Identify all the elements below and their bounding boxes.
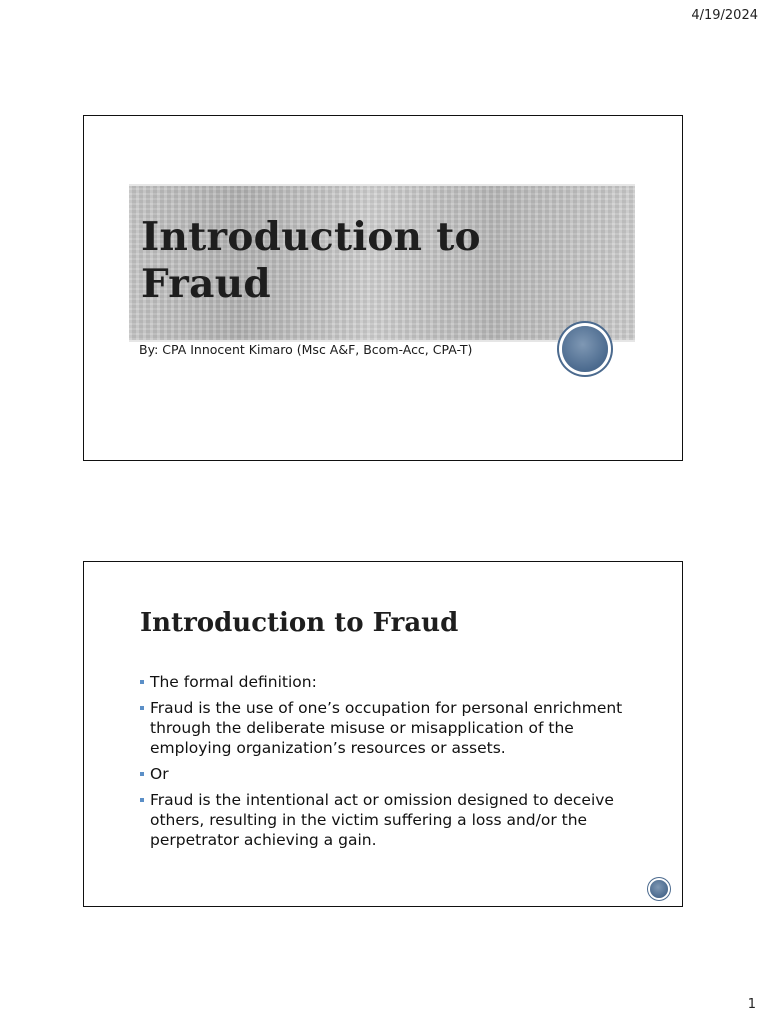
- page-number: 1: [747, 997, 756, 1012]
- bullet-item: Or: [140, 764, 640, 784]
- print-date: 4/19/2024: [691, 8, 758, 23]
- bullet-item: Fraud is the intentional act or omission designed to deceive others, resulting in the victim suffering a loss and/or the perpetrator achieving a gain.: [140, 790, 640, 850]
- slide-1: [83, 115, 683, 461]
- bullet-item: The formal definition:: [140, 672, 640, 692]
- author-byline: By: CPA Innocent Kimaro (Msc A&F, Bcom-Acc, CPA-T): [139, 342, 473, 357]
- slide-2: [83, 561, 683, 907]
- slide-1-title: [141, 214, 481, 308]
- title-banner: [129, 184, 635, 342]
- decorative-circle-icon: [650, 880, 668, 898]
- slide-1-title-line2: Fraud: [141, 261, 271, 307]
- decorative-circle-icon: [562, 326, 608, 372]
- bullet-item: Fraud is the use of one’s occupation for personal enrichment through the deliberate misuse or misapplication of the employing organization’s resources or assets.: [140, 698, 640, 758]
- bullet-list: [140, 672, 640, 856]
- slide-2-title: Introduction to Fraud: [140, 608, 459, 638]
- slide-1-title-line1: Introduction to: [141, 214, 481, 260]
